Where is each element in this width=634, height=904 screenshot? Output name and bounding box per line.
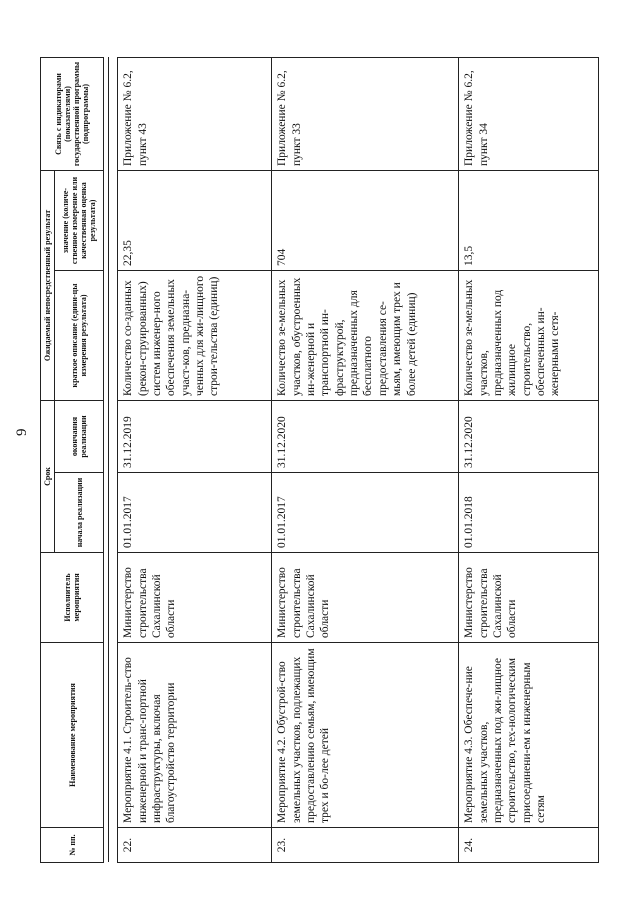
start-date: 01.01.2018 bbox=[459, 473, 599, 553]
result-value: 704 bbox=[272, 171, 459, 271]
header-expected: Ожидаемый непосредственный результат bbox=[41, 171, 55, 401]
result-description: Количество зе-мельных участков, предназначенных под жилищное строительство, обеспеченных ин-женерными сетя- bbox=[459, 271, 599, 401]
measure-name: Мероприятие 4.2. Обустрой-ство земельных участков, подлежащих предоставлению семьям, имеющим трех и бо-лее детей bbox=[272, 643, 459, 828]
executor: Министерство строительства Сахалинской области bbox=[118, 553, 272, 643]
measures-table bbox=[40, 57, 599, 863]
table-row bbox=[118, 58, 272, 863]
header-end: окончания реализации bbox=[55, 401, 104, 473]
document-table-rotated bbox=[40, 58, 620, 863]
page-number: 9 bbox=[14, 428, 30, 436]
start-date: 01.01.2017 bbox=[118, 473, 272, 553]
result-description: Количество со-зданных (рекон-струированных) систем инженер-ного обеспечения земельных участ-ков, предназна-ченных для жи-лищного строи-тельства (единиц) bbox=[118, 271, 272, 401]
measure-name: Мероприятие 4.3. Обеспече-ние земельных участков, предназначенных под жи-лищное строительство, тех-нологическим присоединени-ем к инженерным сетям bbox=[459, 643, 599, 828]
header-name: Наименование мероприятия bbox=[41, 643, 104, 828]
row-number: 22. bbox=[118, 828, 272, 863]
result-description: Количество зе-мельных участков, обустроенных ин-женерной и транспортной ин-фраструктурой, предназначенных для бесплатного предоставления се-мьям, имеющим трех и более детей (единиц) bbox=[272, 271, 459, 401]
header-executor: Исполнитель мероприятия bbox=[41, 553, 104, 643]
end-date: 31.12.2020 bbox=[459, 401, 599, 473]
header-link: Связь с индикаторами (показателями) государственной программы (подпрограммы) bbox=[41, 58, 104, 171]
indicator-link: Приложение № 6.2, пункт 33 bbox=[272, 58, 459, 171]
end-date: 31.12.2019 bbox=[118, 401, 272, 473]
row-number: 23. bbox=[272, 828, 459, 863]
table-row bbox=[459, 58, 599, 863]
header-term: Срок bbox=[41, 401, 55, 553]
table-row bbox=[272, 58, 459, 863]
row-number: 24. bbox=[459, 828, 599, 863]
header-start: начала реализации bbox=[55, 473, 104, 553]
indicator-link: Приложение № 6.2, пункт 34 bbox=[459, 58, 599, 171]
executor: Министерство строительства Сахалинской области bbox=[459, 553, 599, 643]
header-value: значение (количе-ственное измерение или качественная оценка результата) bbox=[55, 171, 104, 271]
executor: Министерство строительства Сахалинской области bbox=[272, 553, 459, 643]
start-date: 01.01.2017 bbox=[272, 473, 459, 553]
indicator-link: Приложение № 6.2, пункт 43 bbox=[118, 58, 272, 171]
end-date: 31.12.2020 bbox=[272, 401, 459, 473]
result-value: 22,35 bbox=[118, 171, 272, 271]
header-desc: краткое описание (едини-цы измерения результата) bbox=[55, 271, 104, 401]
header-num: № пп. bbox=[41, 828, 104, 863]
measure-name: Мероприятие 4.1. Строитель-ство инженерной и транс-портной инфраструктуры, включая благоустройство территории bbox=[118, 643, 272, 828]
result-value: 13,5 bbox=[459, 171, 599, 271]
